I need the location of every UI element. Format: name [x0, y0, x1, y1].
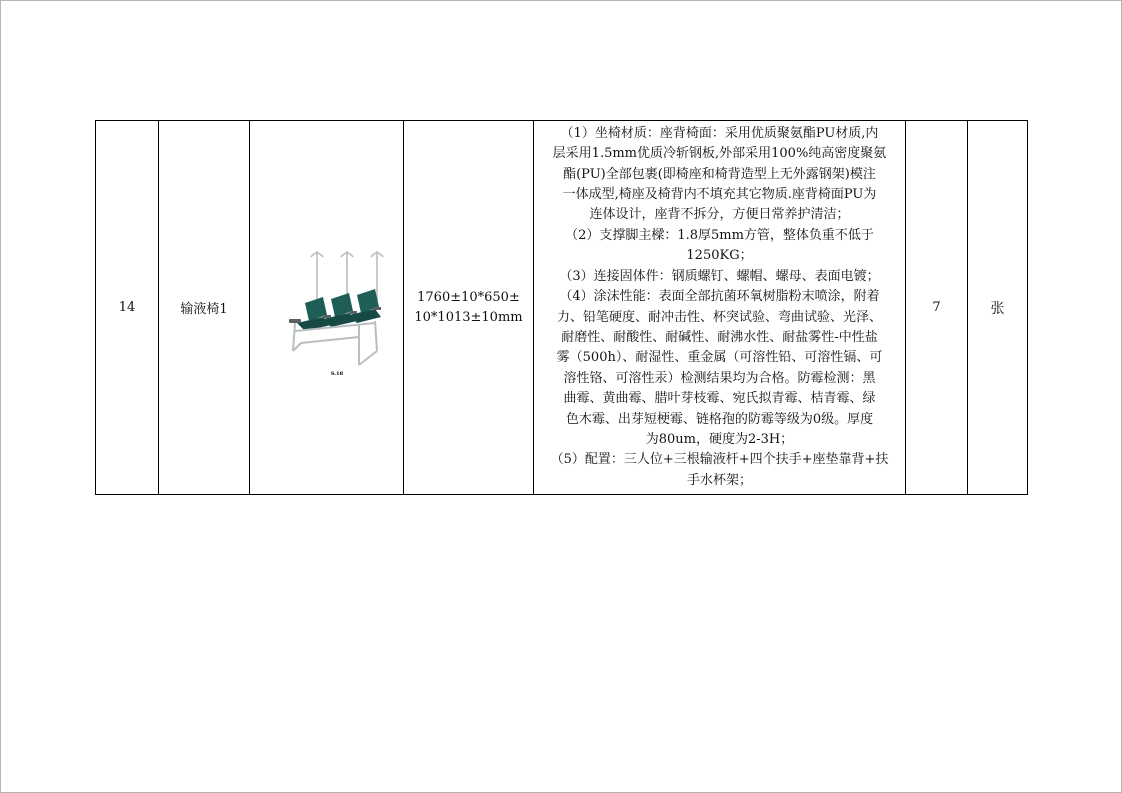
- index-cell: 14: [96, 121, 159, 495]
- description-line: 曲霉、黄曲霉、腊叶芽枝霉、宛氏拟青霉、桔青霉、绿: [563, 391, 876, 407]
- unit-cell: 张: [968, 121, 1028, 495]
- dimensions-line: 1760±10*650±: [417, 289, 520, 305]
- table-row: [96, 121, 1028, 495]
- description-line: 一体成型,椅座及椅背内不填充其它物质.座背椅面PU为: [562, 187, 877, 203]
- description-line: （5）配置：三人位+三根输液杆+四个扶手+座垫靠背+扶: [550, 452, 889, 468]
- item-name-cell: 输液椅1: [159, 121, 250, 495]
- description-line: 力、铅笔硬度、耐冲击性、杯突试验、弯曲试验、光泽、: [556, 309, 882, 325]
- quantity-cell: 7: [906, 121, 968, 495]
- description-line: （4）涂沫性能：表面全部抗菌环氧树脂粉末喷涂，附着: [559, 289, 880, 305]
- infusion-chair-image: [271, 243, 383, 377]
- description-line: 溶性铬、可溶性汞）检测结果均为合格。防霉检测：黑: [563, 370, 876, 386]
- description-line: 色木霉、出芽短梗霉、链格孢的防霉等级为0级。厚度: [565, 411, 874, 427]
- description-line: 连体设计，座背不拆分，方便日常养护清洁；: [589, 207, 850, 223]
- description-line: （2）支撑脚主樑：1.8厚5mm方管，整体负重不低于: [565, 227, 874, 243]
- description-line: 层采用1.5mm优质冷斩钢板,外部采用100%纯高密度聚氨: [552, 146, 887, 162]
- spec-table: [95, 120, 1028, 495]
- description-line: （1）坐椅材质：座背椅面：采用优质聚氨酯PU材质,内: [560, 125, 879, 141]
- description-line: 1250KG；: [686, 248, 753, 264]
- dimensions-line: 10*1013±10mm: [414, 309, 523, 325]
- description-line: 耐磨性、耐酸性、耐碱性、耐沸水性、耐盐雾性-中性盐: [561, 329, 878, 345]
- description-line: （3）连接固体件：钢质螺钉、螺帽、螺母、表面电镀；: [559, 268, 880, 284]
- dimensions-cell: [404, 121, 534, 495]
- description-line: 雾（500h）、耐湿性、重金属（可溶性铅、可溶性镉、可: [556, 350, 883, 366]
- image-cell: [250, 121, 404, 495]
- description-line: 为80um，硬度为2-3H；: [645, 431, 794, 447]
- description-line: 酯(PU)全部包裹(即椅座和椅背造型上无外露钢架)模注: [563, 166, 876, 182]
- description-line: 手水杯架；: [686, 472, 752, 488]
- image-caption: S.18: [330, 370, 343, 377]
- description-cell: [534, 121, 906, 495]
